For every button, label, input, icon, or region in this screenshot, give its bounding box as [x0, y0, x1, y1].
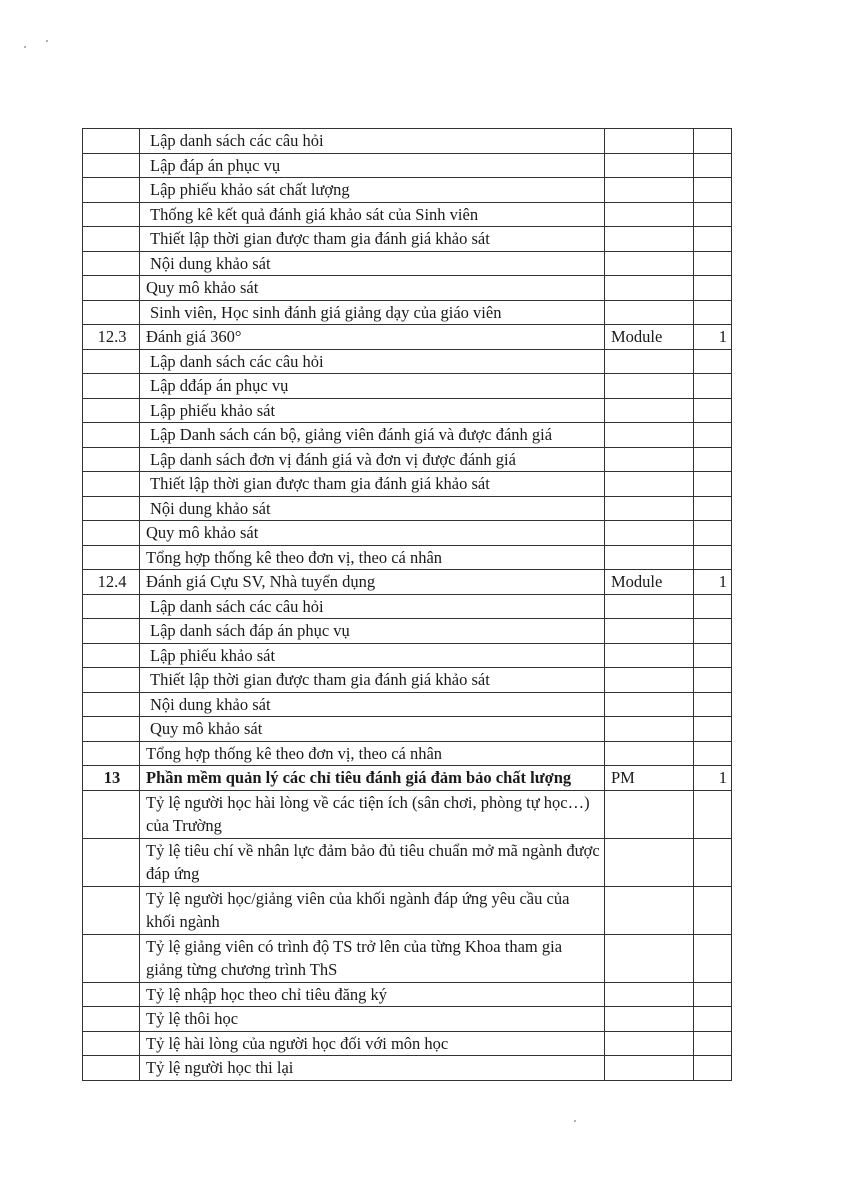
item-quantity-cell: [694, 692, 732, 717]
table-row: [83, 496, 732, 521]
item-description-cell: Tỷ lệ người học hài lòng về các tiện ích (sân chơi, phòng tự học…) của Trường: [140, 790, 605, 838]
item-description-cell: Lập danh sách các câu hỏi: [140, 349, 605, 374]
item-number-cell: [83, 423, 140, 448]
item-description-cell: Lập danh sách các câu hỏi: [140, 594, 605, 619]
item-number-cell: [83, 472, 140, 497]
item-unit-cell: [605, 472, 694, 497]
table-row: [83, 423, 732, 448]
table-row: [83, 1031, 732, 1056]
item-unit-cell: [605, 202, 694, 227]
item-quantity-cell: [694, 668, 732, 693]
item-unit-cell: [605, 300, 694, 325]
item-description-cell: Tổng hợp thống kê theo đơn vị, theo cá nhân: [140, 741, 605, 766]
item-number-cell: [83, 1031, 140, 1056]
item-unit-cell: [605, 178, 694, 203]
table-row: [83, 570, 732, 595]
item-unit-cell: [605, 1007, 694, 1032]
item-description-cell: Phần mềm quản lý các chỉ tiêu đánh giá đảm bảo chất lượng: [140, 766, 605, 791]
table-row: [83, 934, 732, 982]
table-row: [83, 447, 732, 472]
item-description-cell: Quy mô khảo sát: [140, 276, 605, 301]
item-number-cell: [83, 692, 140, 717]
item-unit-cell: [605, 594, 694, 619]
table-row: [83, 790, 732, 838]
item-quantity-cell: [694, 521, 732, 546]
item-description-cell: Nội dung khảo sát: [140, 251, 605, 276]
item-unit-cell: [605, 790, 694, 838]
table-row: [83, 300, 732, 325]
item-quantity-cell: [694, 838, 732, 886]
item-quantity-cell: [694, 545, 732, 570]
scan-speck: [46, 40, 48, 42]
item-description-cell: Lập danh sách các câu hỏi: [140, 129, 605, 154]
item-description-cell: Lập đáp án phục vụ: [140, 153, 605, 178]
item-unit-cell: [605, 227, 694, 252]
table-row: [83, 741, 732, 766]
table-row: [83, 717, 732, 742]
table-row: [83, 521, 732, 546]
item-unit-cell: Module: [605, 570, 694, 595]
item-description-cell: Thiết lập thời gian được tham gia đánh giá khảo sát: [140, 472, 605, 497]
item-unit-cell: [605, 741, 694, 766]
item-unit-cell: PM: [605, 766, 694, 791]
item-unit-cell: [605, 934, 694, 982]
item-number-cell: [83, 643, 140, 668]
item-description-cell: Đánh giá 360°: [140, 325, 605, 350]
table-row: [83, 227, 732, 252]
item-description-cell: Lập dđáp án phục vụ: [140, 374, 605, 399]
item-quantity-cell: [694, 374, 732, 399]
table-row: [83, 545, 732, 570]
item-number-cell: [83, 374, 140, 399]
item-number-cell: [83, 178, 140, 203]
item-number-cell: [83, 227, 140, 252]
item-quantity-cell: [694, 129, 732, 154]
item-number-cell: [83, 934, 140, 982]
item-description-cell: Tỷ lệ tiêu chí về nhân lực đảm bảo đủ tiêu chuẩn mở mã ngành được đáp ứng: [140, 838, 605, 886]
item-unit-cell: [605, 619, 694, 644]
item-number-cell: [83, 496, 140, 521]
table-row: [83, 692, 732, 717]
item-unit-cell: [605, 153, 694, 178]
table-row: [83, 129, 732, 154]
table-row: [83, 594, 732, 619]
item-number-cell: [83, 1056, 140, 1081]
item-quantity-cell: [694, 178, 732, 203]
scan-speck: [24, 46, 26, 48]
item-unit-cell: [605, 886, 694, 934]
item-unit-cell: [605, 251, 694, 276]
item-quantity-cell: [694, 886, 732, 934]
item-number-cell: [83, 153, 140, 178]
item-description-cell: Lập Danh sách cán bộ, giảng viên đánh giá và được đánh giá: [140, 423, 605, 448]
item-unit-cell: [605, 496, 694, 521]
table-row: [83, 251, 732, 276]
table-row: [83, 982, 732, 1007]
item-description-cell: Thiết lập thời gian được tham gia đánh giá khảo sát: [140, 227, 605, 252]
table-row: [83, 202, 732, 227]
item-description-cell: Nội dung khảo sát: [140, 496, 605, 521]
item-quantity-cell: [694, 496, 732, 521]
table-row: [83, 153, 732, 178]
item-description-cell: Thiết lập thời gian được tham gia đánh giá khảo sát: [140, 668, 605, 693]
item-number-cell: 12.4: [83, 570, 140, 595]
table-row: [83, 838, 732, 886]
table-row: [83, 374, 732, 399]
item-unit-cell: [605, 276, 694, 301]
item-quantity-cell: [694, 251, 732, 276]
item-description-cell: Tỷ lệ người học/giảng viên của khối ngành đáp ứng yêu cầu của khối ngành: [140, 886, 605, 934]
item-quantity-cell: [694, 741, 732, 766]
item-quantity-cell: [694, 1007, 732, 1032]
item-quantity-cell: [694, 276, 732, 301]
item-unit-cell: [605, 1031, 694, 1056]
table-row: [83, 276, 732, 301]
item-unit-cell: Module: [605, 325, 694, 350]
item-number-cell: [83, 1007, 140, 1032]
table-row: [83, 766, 732, 791]
item-unit-cell: [605, 545, 694, 570]
item-unit-cell: [605, 521, 694, 546]
item-quantity-cell: [694, 1031, 732, 1056]
item-unit-cell: [605, 717, 694, 742]
item-quantity-cell: [694, 717, 732, 742]
item-description-cell: Lập phiếu khảo sát chất lượng: [140, 178, 605, 203]
item-quantity-cell: [694, 300, 732, 325]
table-row: [83, 643, 732, 668]
table-row: [83, 178, 732, 203]
item-number-cell: [83, 982, 140, 1007]
item-number-cell: [83, 129, 140, 154]
item-quantity-cell: [694, 423, 732, 448]
item-quantity-cell: [694, 934, 732, 982]
item-number-cell: [83, 838, 140, 886]
item-unit-cell: [605, 349, 694, 374]
item-number-cell: 13: [83, 766, 140, 791]
item-description-cell: Sinh viên, Học sinh đánh giá giảng dạy của giáo viên: [140, 300, 605, 325]
requirements-table: [82, 128, 732, 1081]
table-row: [83, 668, 732, 693]
table-row: [83, 886, 732, 934]
item-quantity-cell: [694, 643, 732, 668]
item-description-cell: Quy mô khảo sát: [140, 521, 605, 546]
item-quantity-cell: [694, 349, 732, 374]
item-number-cell: [83, 886, 140, 934]
item-description-cell: Thống kê kết quả đánh giá khảo sát của Sinh viên: [140, 202, 605, 227]
item-number-cell: [83, 668, 140, 693]
scan-speck: [574, 1120, 576, 1122]
item-number-cell: [83, 790, 140, 838]
item-number-cell: [83, 545, 140, 570]
item-quantity-cell: [694, 227, 732, 252]
item-quantity-cell: 1: [694, 570, 732, 595]
item-quantity-cell: [694, 619, 732, 644]
table-row: [83, 619, 732, 644]
table-row: [83, 398, 732, 423]
item-unit-cell: [605, 668, 694, 693]
item-description-cell: Nội dung khảo sát: [140, 692, 605, 717]
item-quantity-cell: [694, 202, 732, 227]
item-number-cell: [83, 251, 140, 276]
item-unit-cell: [605, 838, 694, 886]
item-number-cell: [83, 594, 140, 619]
item-unit-cell: [605, 129, 694, 154]
item-number-cell: [83, 741, 140, 766]
item-quantity-cell: [694, 1056, 732, 1081]
table-row: [83, 325, 732, 350]
item-unit-cell: [605, 398, 694, 423]
item-description-cell: Tỷ lệ giảng viên có trình độ TS trở lên của từng Khoa tham gia giảng từng chương trình ThS: [140, 934, 605, 982]
item-description-cell: Lập danh sách đơn vị đánh giá và đơn vị được đánh giá: [140, 447, 605, 472]
item-number-cell: [83, 447, 140, 472]
item-number-cell: [83, 619, 140, 644]
item-unit-cell: [605, 447, 694, 472]
item-quantity-cell: [694, 472, 732, 497]
item-quantity-cell: [694, 790, 732, 838]
table-row: [83, 472, 732, 497]
item-description-cell: Tỷ lệ thôi học: [140, 1007, 605, 1032]
item-description-cell: Lập phiếu khảo sát: [140, 643, 605, 668]
item-description-cell: Tỷ lệ người học thi lại: [140, 1056, 605, 1081]
item-unit-cell: [605, 1056, 694, 1081]
item-number-cell: 12.3: [83, 325, 140, 350]
item-number-cell: [83, 521, 140, 546]
item-number-cell: [83, 300, 140, 325]
item-description-cell: Tỷ lệ hài lòng của người học đối với môn học: [140, 1031, 605, 1056]
table-row: [83, 1056, 732, 1081]
item-description-cell: Lập phiếu khảo sát: [140, 398, 605, 423]
item-description-cell: Tỷ lệ nhập học theo chỉ tiêu đăng ký: [140, 982, 605, 1007]
item-unit-cell: [605, 643, 694, 668]
item-unit-cell: [605, 982, 694, 1007]
item-quantity-cell: [694, 447, 732, 472]
item-quantity-cell: [694, 982, 732, 1007]
item-quantity-cell: [694, 398, 732, 423]
table-row: [83, 349, 732, 374]
item-quantity-cell: [694, 594, 732, 619]
item-unit-cell: [605, 692, 694, 717]
item-description-cell: Tổng hợp thống kê theo đơn vị, theo cá nhân: [140, 545, 605, 570]
item-description-cell: Lập danh sách đáp án phục vụ: [140, 619, 605, 644]
item-description-cell: Quy mô khảo sát: [140, 717, 605, 742]
table-row: [83, 1007, 732, 1032]
table-body: [83, 129, 732, 1081]
item-number-cell: [83, 349, 140, 374]
item-number-cell: [83, 202, 140, 227]
item-quantity-cell: 1: [694, 766, 732, 791]
item-number-cell: [83, 717, 140, 742]
item-unit-cell: [605, 423, 694, 448]
item-description-cell: Đánh giá Cựu SV, Nhà tuyển dụng: [140, 570, 605, 595]
item-unit-cell: [605, 374, 694, 399]
item-quantity-cell: 1: [694, 325, 732, 350]
item-number-cell: [83, 276, 140, 301]
item-quantity-cell: [694, 153, 732, 178]
item-number-cell: [83, 398, 140, 423]
